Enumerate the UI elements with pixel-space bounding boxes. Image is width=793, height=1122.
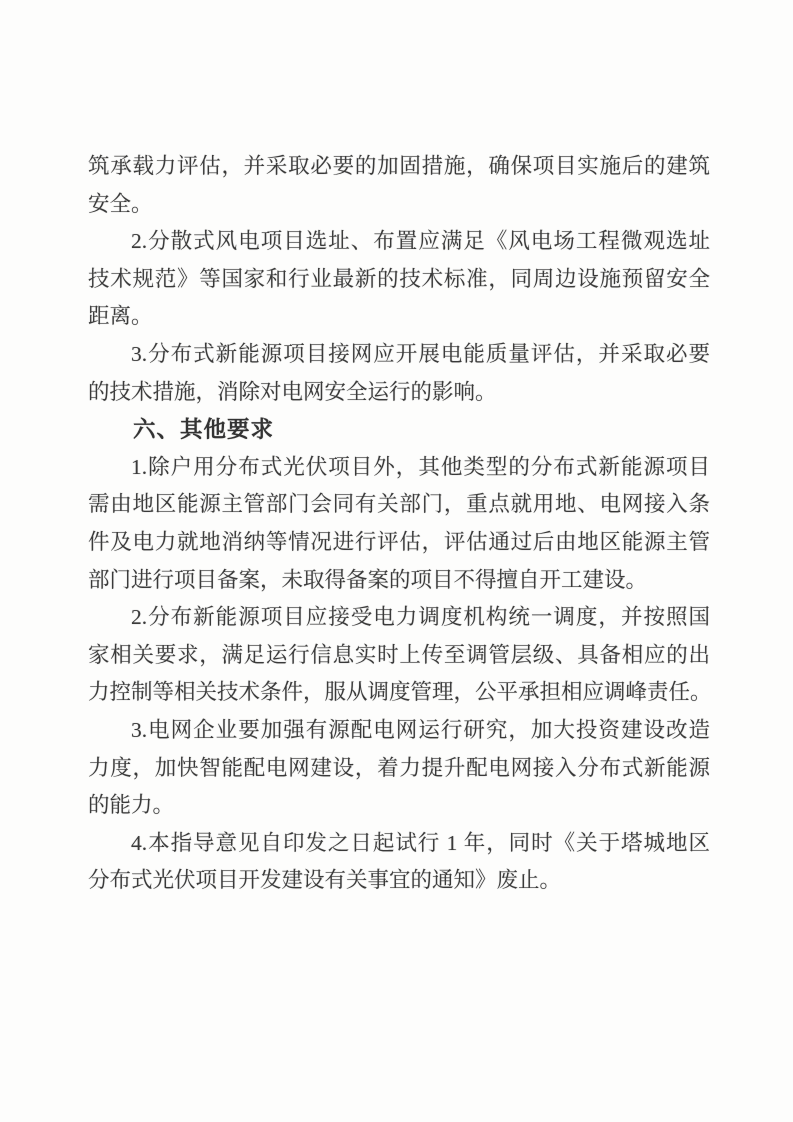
text-line: 部门进行项目备案，未取得备案的项目不得擅自开工建设。	[88, 567, 648, 592]
text-line: 的能力。	[88, 793, 175, 818]
text-line: 分布式光伏项目开发建设有关事宜的通知》废止。	[88, 868, 562, 893]
text-line: 筑承载力评估，并采取必要的加固措施，确保项目实施后的建筑	[88, 154, 710, 178]
paragraph-item-2-wind-siting	[88, 223, 710, 336]
text-line: 3.电网企业要加强有源配电网运行研究，加大投资建设改造	[131, 717, 710, 742]
text-line: 需由地区能源主管部门会同有关部门，重点就用地、电网接入条	[88, 492, 710, 517]
text-line: 1.除户用分布式光伏项目外，其他类型的分布式新能源项目	[131, 454, 710, 479]
text-line: 3.分布式新能源项目接网应开展电能质量评估，并采取必要	[131, 341, 710, 366]
paragraph-item-2-dispatch	[88, 599, 710, 712]
section-heading: 六、其他要求	[133, 417, 275, 443]
paragraph-item-4-trial-period	[88, 825, 710, 900]
paragraph-continuation	[88, 148, 710, 223]
text-line: 技术规范》等国家和行业最新的技术标准，同周边设施预留安全	[88, 266, 710, 291]
text-line: 2.分布新能源项目应接受电力调度机构统一调度，并按照国	[131, 605, 710, 630]
paragraph-item-3-grid-connection	[88, 336, 710, 411]
text-line: 的技术措施，消除对电网安全运行的影响。	[88, 379, 497, 404]
text-line: 力度，加快智能配电网建设，着力提升配电网接入分布式新能源	[88, 755, 710, 780]
text-line: 距离。	[88, 304, 153, 329]
text-line: 2.分散式风电项目选址、布置应满足《风电场工程微观选址	[131, 229, 710, 254]
text-line: 件及电力就地消纳等情况进行评估，评估通过后由地区能源主管	[88, 529, 710, 554]
text-line: 力控制等相关技术条件，服从调度管理，公平承担相应调峰责任。	[88, 680, 712, 705]
paragraph-item-3-grid-enterprises	[88, 712, 710, 825]
page-text-block	[88, 148, 710, 900]
text-line: 家相关要求，满足运行信息实时上传至调管层级、具备相应的出	[88, 642, 710, 667]
section-heading-other-requirements	[88, 411, 710, 449]
text-line: 安全。	[88, 191, 153, 216]
paragraph-item-1-project-filing	[88, 449, 710, 599]
text-line: 4.本指导意见自印发之日起试行 1 年，同时《关于塔城地区	[131, 830, 710, 855]
